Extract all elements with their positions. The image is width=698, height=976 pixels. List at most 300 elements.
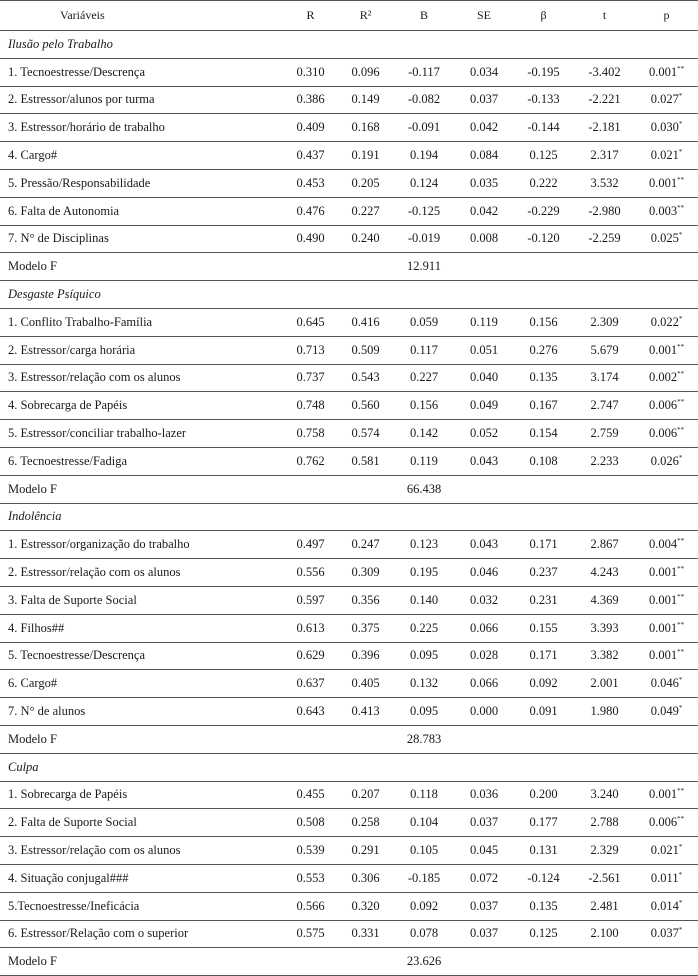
r-cell: 0.553 [283,864,338,892]
beta-cell: -0.229 [513,197,574,225]
model-f-row [0,475,698,503]
se-cell: 0.008 [455,225,513,253]
t-cell: 2.329 [574,837,635,865]
variable-cell: 1. Tecnoestresse/Descrença [0,58,283,86]
beta-cell: 0.222 [513,169,574,197]
p-cell [635,58,698,86]
beta-cell: -0.120 [513,225,574,253]
header-row [0,1,698,31]
beta-cell: 0.135 [513,364,574,392]
se-cell: 0.042 [455,114,513,142]
header-t: t [574,1,635,31]
b-cell: 0.132 [393,670,455,698]
b-cell: -0.117 [393,58,455,86]
model-f-row [0,253,698,281]
r-cell: 0.490 [283,225,338,253]
table-row [0,614,698,642]
beta-cell: 0.125 [513,920,574,948]
variable-cell: 5.Tecnoestresse/Ineficácia [0,892,283,920]
t-cell: 5.679 [574,336,635,364]
p-cell [635,114,698,142]
empty-cell [455,475,698,503]
r-cell: 0.455 [283,781,338,809]
se-cell: 0.000 [455,698,513,726]
r-cell: 0.310 [283,58,338,86]
t-cell: 3.532 [574,169,635,197]
model-f-label: Modelo F [0,253,283,281]
r-cell: 0.386 [283,86,338,114]
model-f-row [0,948,698,976]
p-cell [635,809,698,837]
variable-cell: 2. Estressor/alunos por turma [0,86,283,114]
p-value: 0.003 [648,203,678,218]
table-row [0,308,698,336]
r2-cell: 0.291 [338,837,393,865]
variable-cell: 3. Estressor/horário de trabalho [0,114,283,142]
section-header-row [0,753,698,781]
model-f-value: 66.438 [393,475,455,503]
variable-cell: 2. Falta de Suporte Social [0,809,283,837]
significance-marker: ** [677,592,685,601]
r2-cell: 0.205 [338,169,393,197]
section-title: Culpa [0,753,698,781]
table-row [0,420,698,448]
p-cell [635,420,698,448]
b-cell: 0.117 [393,336,455,364]
p-cell [635,392,698,420]
r2-cell: 0.096 [338,58,393,86]
p-value: 0.011 [650,870,679,885]
p-value: 0.025 [650,231,679,246]
t-cell: 3.382 [574,642,635,670]
r2-cell: 0.543 [338,364,393,392]
r-cell: 0.737 [283,364,338,392]
beta-cell: 0.171 [513,642,574,670]
beta-cell: 0.237 [513,559,574,587]
model-f-label: Modelo F [0,475,283,503]
r2-cell: 0.207 [338,781,393,809]
r2-cell: 0.560 [338,392,393,420]
significance-marker: ** [677,815,685,824]
p-cell [635,586,698,614]
significance-marker: ** [677,425,685,434]
b-cell: 0.104 [393,809,455,837]
p-value: 0.006 [648,398,678,413]
se-cell: 0.046 [455,559,513,587]
t-cell: 2.747 [574,392,635,420]
beta-cell: 0.131 [513,837,574,865]
se-cell: 0.049 [455,392,513,420]
t-cell: 2.867 [574,531,635,559]
p-cell [635,837,698,865]
p-value: 0.001 [648,620,678,635]
variable-cell: 4. Sobrecarga de Papéis [0,392,283,420]
p-value: 0.002 [648,370,678,385]
header-r: R [283,1,338,31]
significance-marker: ** [677,648,685,657]
t-cell: 2.317 [574,142,635,170]
table-row [0,58,698,86]
se-cell: 0.051 [455,336,513,364]
table-row [0,892,698,920]
significance-marker: * [678,92,683,101]
b-cell: 0.105 [393,837,455,865]
r2-cell: 0.168 [338,114,393,142]
r-cell: 0.508 [283,809,338,837]
significance-marker: ** [677,64,685,73]
significance-marker: ** [677,370,685,379]
se-cell: 0.042 [455,197,513,225]
r2-cell: 0.581 [338,447,393,475]
p-cell [635,447,698,475]
beta-cell: -0.144 [513,114,574,142]
p-value: 0.026 [650,453,679,468]
r2-cell: 0.247 [338,531,393,559]
p-value: 0.046 [650,676,679,691]
header-se: SE [455,1,513,31]
t-cell: -3.402 [574,58,635,86]
p-cell [635,142,698,170]
t-cell: 2.481 [574,892,635,920]
p-cell [635,864,698,892]
r-cell: 0.637 [283,670,338,698]
p-cell [635,614,698,642]
r-cell: 0.453 [283,169,338,197]
empty-cell [455,725,698,753]
model-f-row [0,725,698,753]
p-cell [635,308,698,336]
section-header-row [0,281,698,309]
r-cell: 0.497 [283,531,338,559]
r2-cell: 0.331 [338,920,393,948]
p-cell [635,86,698,114]
t-cell: -2.221 [574,86,635,114]
se-cell: 0.119 [455,308,513,336]
beta-cell: 0.091 [513,698,574,726]
table-row [0,169,698,197]
empty-cell [455,253,698,281]
p-value: 0.030 [650,120,679,135]
r-cell: 0.566 [283,892,338,920]
table-header [0,1,698,31]
se-cell: 0.032 [455,586,513,614]
variable-cell: 1. Sobrecarga de Papéis [0,781,283,809]
r-cell: 0.629 [283,642,338,670]
p-cell [635,197,698,225]
r2-cell: 0.191 [338,142,393,170]
p-value: 0.021 [650,843,679,857]
r-cell: 0.762 [283,447,338,475]
beta-cell: 0.092 [513,670,574,698]
significance-marker: * [678,453,683,462]
empty-cell [283,948,393,976]
table-row [0,864,698,892]
beta-cell: 0.276 [513,336,574,364]
se-cell: 0.043 [455,447,513,475]
variable-cell: 1. Estressor/organização do trabalho [0,531,283,559]
p-value: 0.049 [650,704,679,719]
model-f-label: Modelo F [0,725,283,753]
significance-marker: * [678,703,683,712]
t-cell: 2.233 [574,447,635,475]
se-cell: 0.037 [455,892,513,920]
r-cell: 0.645 [283,308,338,336]
table-row [0,225,698,253]
variable-cell: 7. N° de Disciplinas [0,225,283,253]
b-cell: 0.119 [393,447,455,475]
b-cell: 0.194 [393,142,455,170]
header-beta: β [513,1,574,31]
b-cell: 0.078 [393,920,455,948]
section-header-row [0,31,698,59]
p-value: 0.037 [650,926,679,941]
beta-cell: 0.171 [513,531,574,559]
significance-marker: ** [677,620,685,629]
model-f-value: 12.911 [393,253,455,281]
beta-cell: -0.195 [513,58,574,86]
b-cell: 0.156 [393,392,455,420]
beta-cell: 0.200 [513,781,574,809]
r-cell: 0.409 [283,114,338,142]
variable-cell: 7. N° de alunos [0,698,283,726]
r-cell: 0.539 [283,837,338,865]
significance-marker: ** [677,398,685,407]
table-row [0,642,698,670]
p-cell [635,642,698,670]
t-cell: -2.561 [574,864,635,892]
r-cell: 0.713 [283,336,338,364]
table-row [0,336,698,364]
r-cell: 0.556 [283,559,338,587]
variable-cell: 3. Estressor/relação com os alunos [0,837,283,865]
beta-cell: -0.133 [513,86,574,114]
significance-marker: * [678,898,683,907]
significance-marker: * [678,676,683,685]
variable-cell: 4. Situação conjugal### [0,864,283,892]
empty-cell [283,253,393,281]
se-cell: 0.043 [455,531,513,559]
table-row [0,447,698,475]
p-value: 0.006 [648,815,678,830]
p-cell [635,364,698,392]
b-cell: -0.082 [393,86,455,114]
t-cell: 3.240 [574,781,635,809]
r2-cell: 0.356 [338,586,393,614]
variable-cell: 6. Estressor/Relação com o superior [0,920,283,948]
se-cell: 0.037 [455,86,513,114]
significance-marker: * [678,147,683,156]
variable-cell: 5. Pressão/Responsabilidade [0,169,283,197]
variable-cell: 4. Filhos## [0,614,283,642]
p-value: 0.014 [650,898,679,913]
beta-cell: -0.124 [513,864,574,892]
b-cell: 0.227 [393,364,455,392]
significance-marker: ** [677,537,685,546]
se-cell: 0.066 [455,670,513,698]
header-b: B [393,1,455,31]
se-cell: 0.066 [455,614,513,642]
t-cell: -2.259 [574,225,635,253]
p-cell [635,781,698,809]
empty-cell [283,725,393,753]
variable-cell: 4. Cargo# [0,142,283,170]
b-cell: -0.019 [393,225,455,253]
b-cell: 0.118 [393,781,455,809]
beta-cell: 0.177 [513,809,574,837]
p-cell [635,225,698,253]
p-value: 0.001 [648,565,678,580]
empty-cell [455,948,698,976]
beta-cell: 0.155 [513,614,574,642]
r-cell: 0.748 [283,392,338,420]
section-title: Desgaste Psíquico [0,281,698,309]
variable-cell: 6. Cargo# [0,670,283,698]
b-cell: 0.140 [393,586,455,614]
b-cell: 0.092 [393,892,455,920]
b-cell: 0.225 [393,614,455,642]
variable-cell: 6. Tecnoestresse/Fadiga [0,447,283,475]
r2-cell: 0.306 [338,864,393,892]
se-cell: 0.052 [455,420,513,448]
significance-marker: * [678,231,683,240]
empty-cell [283,475,393,503]
p-cell [635,559,698,587]
table-row [0,559,698,587]
table-row [0,197,698,225]
section-header-row [0,503,698,531]
r2-cell: 0.320 [338,892,393,920]
se-cell: 0.072 [455,864,513,892]
model-f-label: Modelo F [0,948,283,976]
se-cell: 0.028 [455,642,513,670]
p-cell [635,336,698,364]
variable-cell: 2. Estressor/relação com os alunos [0,559,283,587]
p-value: 0.027 [650,92,679,107]
variable-cell: 3. Estressor/relação com os alunos [0,364,283,392]
t-cell: 1.980 [574,698,635,726]
significance-marker: ** [677,787,685,796]
b-cell: 0.124 [393,169,455,197]
table-row [0,781,698,809]
model-f-value: 28.783 [393,725,455,753]
p-value: 0.001 [648,64,678,79]
b-cell: 0.195 [393,559,455,587]
t-cell: 2.788 [574,809,635,837]
r-cell: 0.437 [283,142,338,170]
significance-marker: * [678,314,683,323]
table-row [0,837,698,865]
beta-cell: 0.154 [513,420,574,448]
se-cell: 0.036 [455,781,513,809]
p-value: 0.001 [648,342,678,357]
p-value: 0.001 [648,648,678,663]
table-body [0,31,698,976]
r2-cell: 0.416 [338,308,393,336]
t-cell: 3.174 [574,364,635,392]
b-cell: 0.142 [393,420,455,448]
p-value: 0.001 [648,787,678,802]
variable-cell: 3. Falta de Suporte Social [0,586,283,614]
t-cell: 4.243 [574,559,635,587]
t-cell: -2.980 [574,197,635,225]
r-cell: 0.643 [283,698,338,726]
significance-marker: * [678,926,683,935]
t-cell: 3.393 [574,614,635,642]
beta-cell: 0.135 [513,892,574,920]
table-row [0,114,698,142]
header-r2: R² [338,1,393,31]
p-cell [635,169,698,197]
header-variaveis: Variáveis [0,1,283,31]
beta-cell: 0.231 [513,586,574,614]
se-cell: 0.034 [455,58,513,86]
r2-cell: 0.227 [338,197,393,225]
section-title: Ilusão pelo Trabalho [0,31,698,59]
table-row [0,142,698,170]
beta-cell: 0.125 [513,142,574,170]
r-cell: 0.613 [283,614,338,642]
se-cell: 0.040 [455,364,513,392]
variable-cell: 6. Falta de Autonomia [0,197,283,225]
t-cell: 4.369 [574,586,635,614]
b-cell: -0.185 [393,864,455,892]
r2-cell: 0.405 [338,670,393,698]
beta-cell: 0.156 [513,308,574,336]
variable-cell: 5. Estressor/conciliar trabalho-lazer [0,420,283,448]
table-row [0,531,698,559]
r2-cell: 0.413 [338,698,393,726]
r2-cell: 0.396 [338,642,393,670]
significance-marker: ** [677,203,685,212]
table-row [0,392,698,420]
r2-cell: 0.574 [338,420,393,448]
table-row [0,670,698,698]
r2-cell: 0.509 [338,336,393,364]
t-cell: 2.759 [574,420,635,448]
r-cell: 0.597 [283,586,338,614]
significance-marker: * [678,870,683,879]
r2-cell: 0.258 [338,809,393,837]
p-cell [635,670,698,698]
b-cell: -0.091 [393,114,455,142]
t-cell: 2.309 [574,308,635,336]
variable-cell: 2. Estressor/carga horária [0,336,283,364]
significance-marker: * [678,842,683,851]
variable-cell: 1. Conflito Trabalho-Família [0,308,283,336]
beta-cell: 0.108 [513,447,574,475]
p-value: 0.004 [648,537,678,552]
p-value: 0.021 [650,148,679,163]
se-cell: 0.084 [455,142,513,170]
table-row [0,698,698,726]
b-cell: 0.123 [393,531,455,559]
b-cell: -0.125 [393,197,455,225]
p-value: 0.022 [650,314,679,329]
table-row [0,364,698,392]
p-value: 0.006 [648,426,678,441]
p-value: 0.001 [648,175,678,190]
se-cell: 0.045 [455,837,513,865]
b-cell: 0.095 [393,642,455,670]
t-cell: 2.001 [574,670,635,698]
b-cell: 0.095 [393,698,455,726]
r2-cell: 0.375 [338,614,393,642]
section-title: Indolência [0,503,698,531]
t-cell: -2.181 [574,114,635,142]
r-cell: 0.476 [283,197,338,225]
table-row [0,586,698,614]
se-cell: 0.037 [455,809,513,837]
